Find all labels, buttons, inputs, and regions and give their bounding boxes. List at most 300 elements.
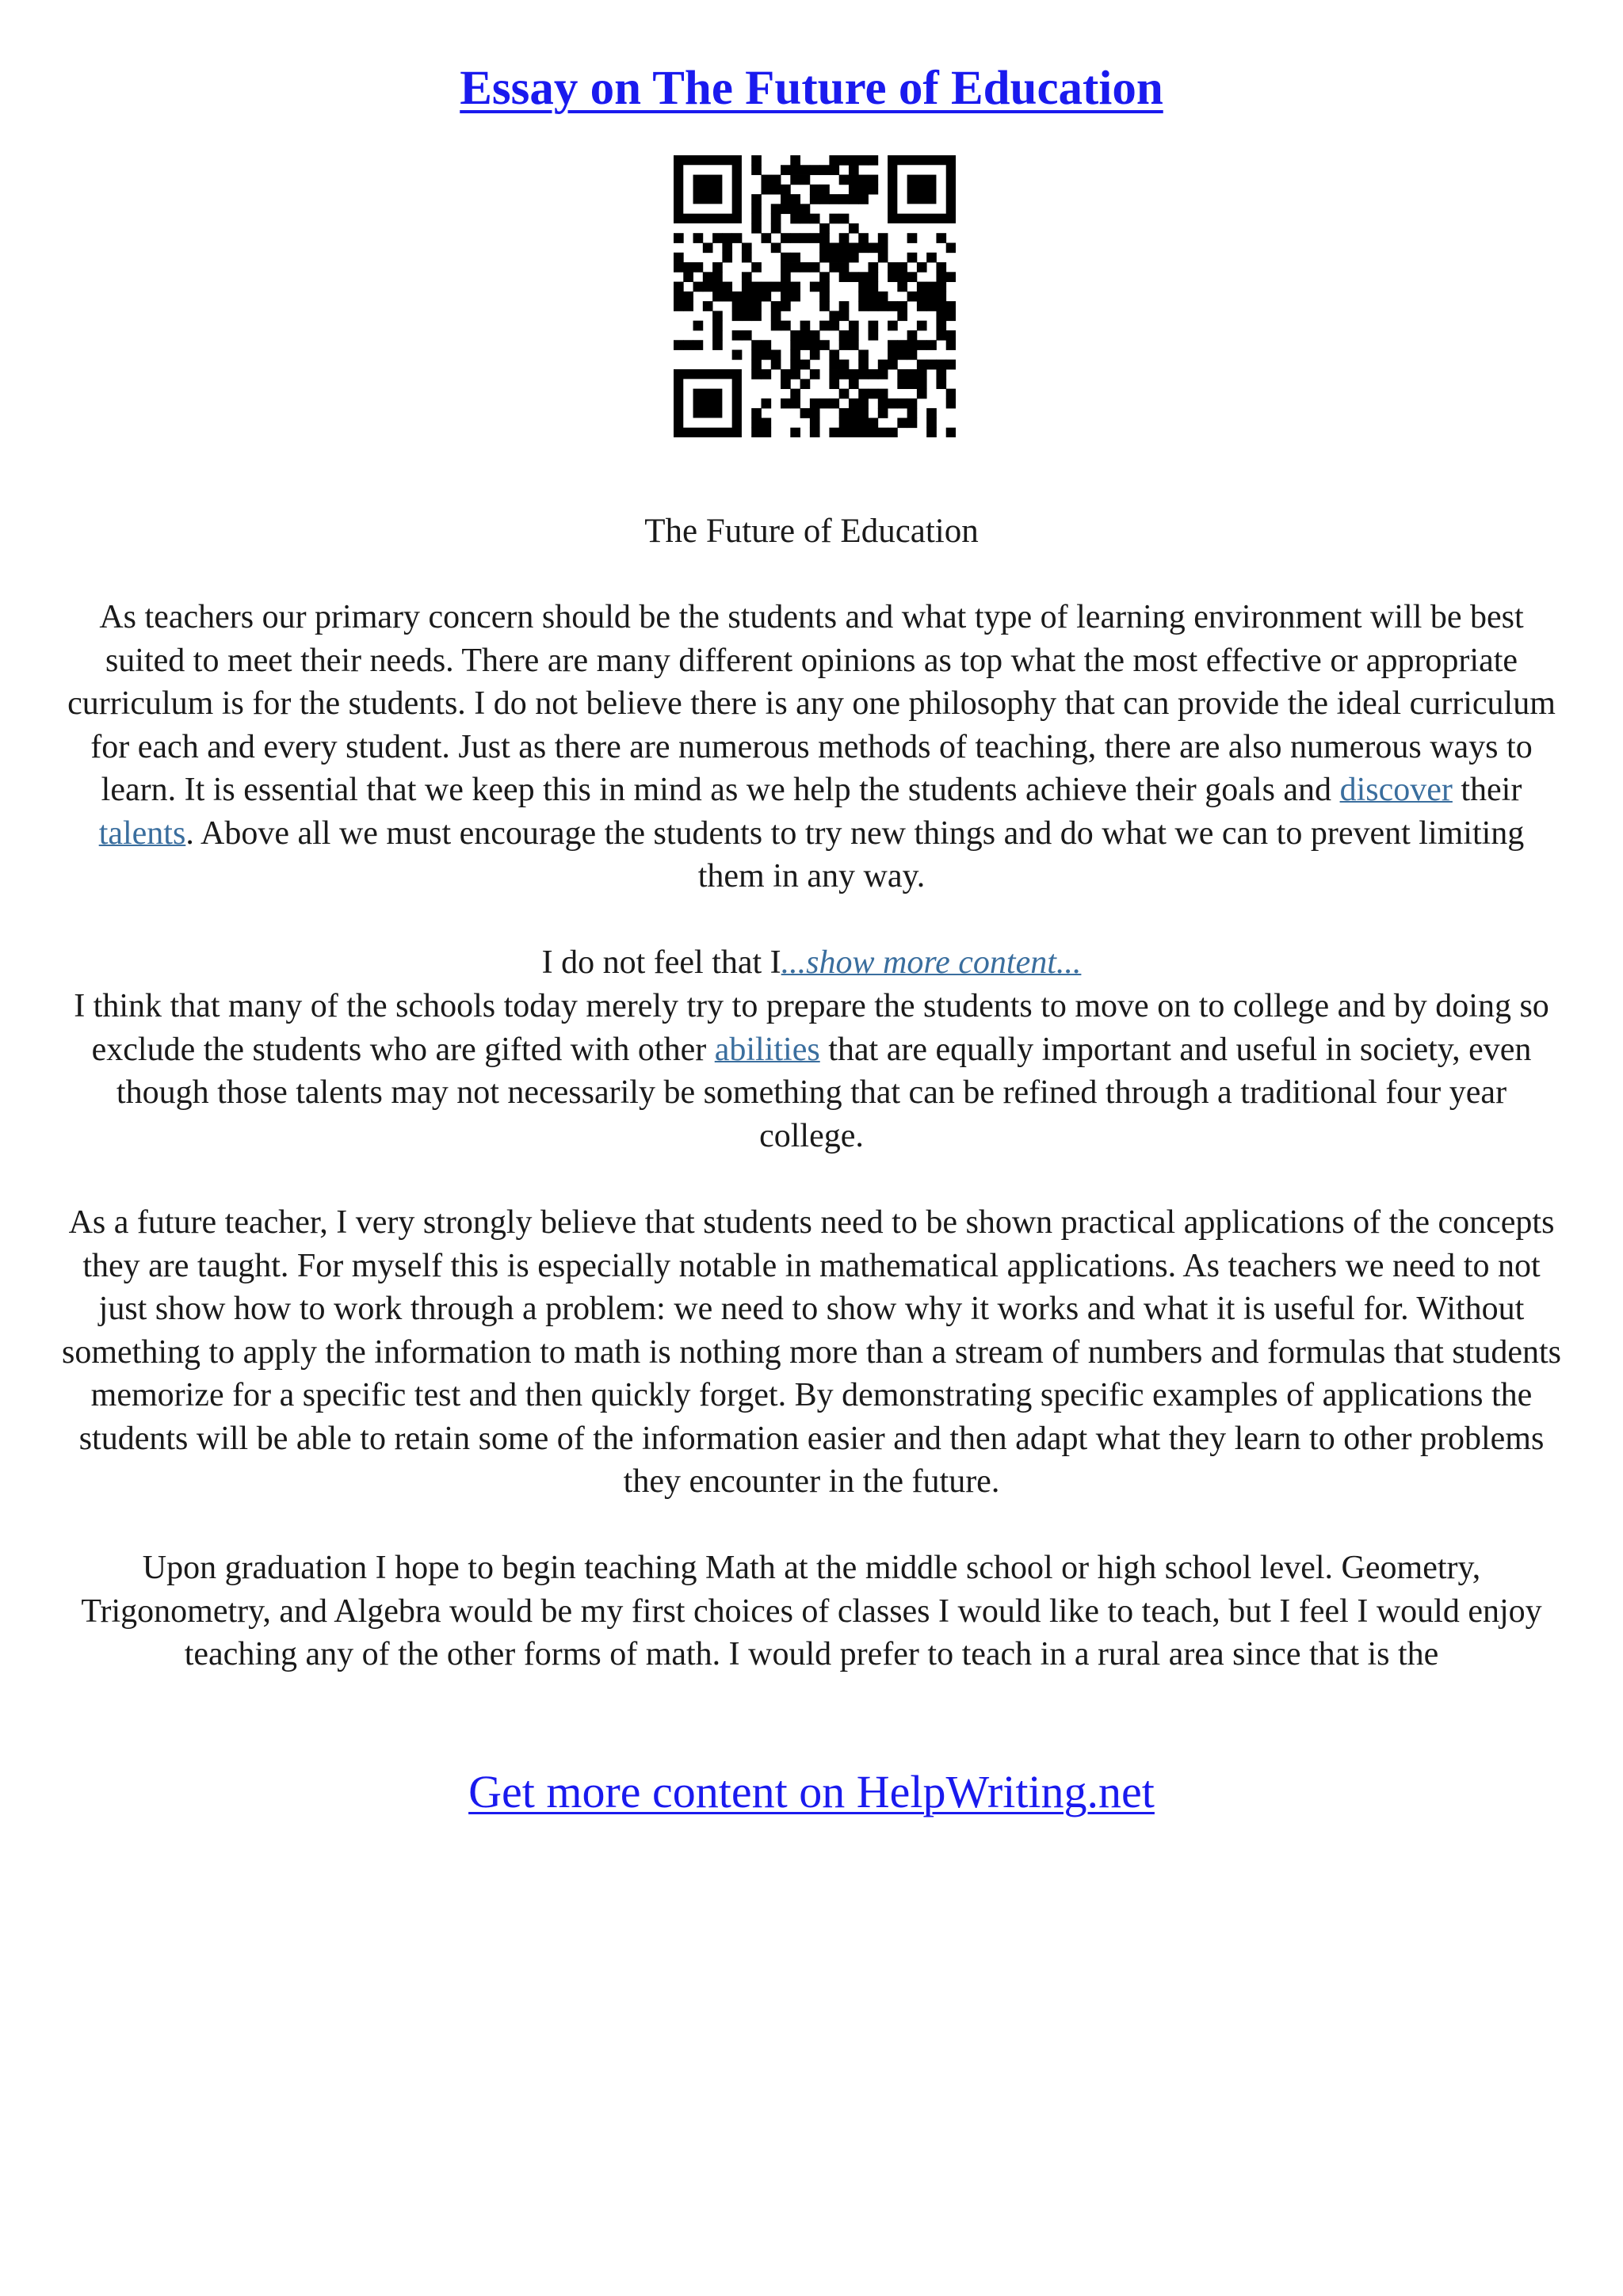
qr-module [888, 340, 898, 350]
paragraph-4 [62, 1547, 1561, 1676]
qr-module [869, 418, 879, 428]
qr-module [897, 369, 907, 379]
qr-module [858, 360, 869, 370]
qr-module [751, 428, 762, 437]
document-title-container [0, 57, 1623, 120]
qr-module [839, 369, 850, 379]
qr-module [800, 340, 811, 350]
qr-module [819, 194, 830, 204]
qr-module [907, 233, 918, 243]
qr-module [829, 379, 839, 389]
qr-module [751, 418, 762, 428]
qr-module [742, 282, 752, 292]
qr-module [742, 242, 752, 253]
essay-subtitle: The Future of Education [644, 513, 979, 550]
qr-module [674, 340, 684, 350]
qr-module [936, 292, 946, 302]
qr-module [781, 194, 791, 204]
qr-module [790, 369, 800, 379]
qr-module [907, 379, 918, 389]
qr-module [800, 233, 811, 243]
qr-module [946, 428, 956, 437]
qr-module [781, 185, 791, 195]
qr-module [858, 185, 869, 195]
qr-module [946, 360, 956, 370]
qr-module [946, 272, 956, 282]
paragraph-3-text: As a future teacher, I very strongly believe that students need to be shown practical applications of the concepts they are taught. For myself this is especially notable in mathematical applications. As teachers we need to not just show how to work through a problem: we need to show why it works and what it is useful for. Without something to apply the information to math is nothing more than a stream of numbers and formulas that students memorize for a specific test and then quickly forget. By demonstrating specific examples of applications the students will be able to retain some of the information easier and then adapt what they learn to other problems they encounter in the future. [62, 1204, 1561, 1500]
qr-module [703, 242, 713, 253]
qr-module [829, 155, 839, 166]
qr-module [732, 233, 743, 243]
qr-module [800, 204, 811, 214]
qr-module [888, 350, 898, 360]
qr-module [722, 282, 732, 292]
qr-code [674, 155, 956, 437]
qr-module [869, 428, 879, 437]
qr-module [839, 253, 850, 263]
qr-module [849, 185, 859, 195]
qr-module [732, 311, 743, 321]
qr-module [790, 292, 800, 302]
show-more-link[interactable]: ...show more content... [781, 944, 1082, 981]
qr-module [771, 223, 781, 234]
qr-module [878, 292, 888, 302]
qr-module [858, 350, 869, 360]
qr-module [819, 253, 830, 263]
qr-module [781, 282, 791, 292]
qr-module [674, 233, 684, 243]
qr-module [829, 253, 839, 263]
qr-module [839, 330, 850, 341]
qr-module [722, 242, 732, 253]
qr-module [742, 311, 752, 321]
qr-module [781, 301, 791, 311]
teaser-line [62, 941, 1561, 985]
qr-module [829, 321, 839, 331]
qr-module [800, 330, 811, 341]
qr-module [722, 253, 732, 263]
qr-module [878, 360, 888, 370]
qr-module [674, 282, 684, 292]
qr-module [869, 282, 879, 292]
paragraph-1-text-b: their [1452, 772, 1522, 808]
qr-module [742, 272, 752, 282]
qr-module [751, 360, 762, 370]
qr-module [712, 282, 723, 292]
qr-module [878, 369, 888, 379]
qr-module [897, 340, 907, 350]
qr-module [703, 301, 713, 311]
qr-module [819, 321, 830, 331]
qr-module [810, 233, 820, 243]
qr-module [878, 253, 888, 263]
qr-module [790, 340, 800, 350]
qr-module [683, 340, 693, 350]
qr-module [897, 418, 907, 428]
paragraph-2-text [62, 985, 1561, 1158]
qr-module [751, 311, 762, 321]
qr-module [907, 350, 918, 360]
qr-module [781, 262, 791, 273]
qr-module [810, 214, 820, 224]
qr-module [878, 389, 888, 399]
paragraph-2-text-a: I think that many of the schools today merely try to prepare the students to move on to college and by doing so exclude the students who are gifted with other [74, 988, 1549, 1068]
qr-module [674, 262, 684, 273]
qr-module [781, 204, 791, 214]
qr-module [936, 330, 946, 341]
qr-module [761, 428, 771, 437]
qr-module [869, 389, 879, 399]
qr-module [819, 223, 830, 234]
qr-module [858, 418, 869, 428]
qr-module [751, 282, 762, 292]
qr-module [869, 155, 879, 166]
qr-module [781, 233, 791, 243]
qr-module [829, 194, 839, 204]
qr-module [946, 330, 956, 341]
qr-module [751, 408, 762, 418]
qr-module [926, 301, 937, 311]
qr-module [858, 428, 869, 437]
qr-module [790, 360, 800, 370]
qr-module [819, 399, 830, 409]
qr-module [839, 428, 850, 437]
qr-module [771, 311, 781, 321]
qr-module [858, 408, 869, 418]
qr-module [849, 242, 859, 253]
qr-module [810, 185, 820, 195]
qr-module [771, 360, 781, 370]
qr-module [703, 282, 713, 292]
qr-module [936, 301, 946, 311]
qr-module [878, 399, 888, 409]
paragraph-4-text: Upon graduation I hope to begin teaching Math at the middle school or high school level. Geometry, Trigonometry, and Algebra would be my first choices of classes I would like to teach, but I feel I would enjoy teaching any of the other forms of math. I would prefer to teach in a rural area since that is the [81, 1550, 1542, 1672]
qr-module [936, 321, 946, 331]
qr-module [722, 292, 732, 302]
qr-module [781, 321, 791, 331]
qr-module [839, 233, 850, 243]
qr-module [790, 175, 800, 185]
paragraph-3 [62, 1201, 1561, 1504]
qr-module [936, 379, 946, 389]
qr-module [888, 301, 898, 311]
qr-module [849, 369, 859, 379]
qr-module [926, 360, 937, 370]
qr-module [732, 350, 743, 360]
qr-module [839, 155, 850, 166]
qr-module [888, 262, 898, 273]
qr-module [790, 282, 800, 292]
qr-module [761, 369, 771, 379]
qr-module [869, 242, 879, 253]
document-title-link[interactable]: Essay on The Future of Education [460, 62, 1163, 115]
qr-module [800, 321, 811, 331]
qr-module [751, 194, 762, 204]
qr-module [869, 292, 879, 302]
qr-module [869, 272, 879, 282]
qr-module [683, 272, 693, 282]
qr-module [761, 175, 771, 185]
qr-module [790, 389, 800, 399]
qr-module [839, 262, 850, 273]
qr-module [839, 301, 850, 311]
qr-module [810, 282, 820, 292]
qr-module [829, 428, 839, 437]
qr-module [742, 301, 752, 311]
qr-module [829, 242, 839, 253]
discover-link[interactable]: discover [1339, 772, 1453, 808]
qr-module [790, 155, 800, 166]
qr-module [683, 292, 693, 302]
get-more-content-link[interactable]: Get more content on HelpWriting.net [468, 1766, 1155, 1817]
qr-module [839, 418, 850, 428]
qr-module [751, 350, 762, 360]
qr-module [926, 282, 937, 292]
qr-module [849, 253, 859, 263]
qr-module [761, 418, 771, 428]
qr-module [839, 272, 850, 282]
qr-module [819, 292, 830, 302]
qr-module [849, 330, 859, 341]
qr-module [693, 262, 704, 273]
qr-module [849, 428, 859, 437]
qr-module [858, 155, 869, 166]
qr-module [810, 262, 820, 273]
qr-module [771, 185, 781, 195]
qr-module [869, 330, 879, 341]
qr-module [936, 282, 946, 292]
qr-module [751, 301, 762, 311]
qr-module [742, 330, 752, 341]
qr-module [917, 389, 927, 399]
qr-module [742, 292, 752, 302]
qr-module [693, 340, 704, 350]
qr-module [674, 301, 684, 311]
qr-module [839, 175, 850, 185]
qr-module [829, 369, 839, 379]
qr-module [858, 301, 869, 311]
qr-module [897, 262, 907, 273]
qr-module [946, 389, 956, 399]
qr-module [897, 301, 907, 311]
qr-module [907, 418, 918, 428]
qr-module [869, 369, 879, 379]
qr-module [869, 321, 879, 331]
qr-module [869, 185, 879, 195]
qr-module [897, 311, 907, 321]
qr-module [761, 292, 771, 302]
qr-module [810, 165, 820, 175]
qr-module [790, 253, 800, 263]
qr-module [839, 194, 850, 204]
qr-module [829, 360, 839, 370]
qr-module [751, 223, 762, 234]
qr-module [917, 360, 927, 370]
qr-module [790, 330, 800, 341]
qr-module [907, 272, 918, 282]
qr-module [781, 369, 791, 379]
teaser-text: I do not feel that I [541, 944, 781, 981]
qr-module [771, 282, 781, 292]
qr-module [829, 165, 839, 175]
qr-module [926, 340, 937, 350]
qr-module [790, 262, 800, 273]
qr-module [839, 340, 850, 350]
qr-module [839, 389, 850, 399]
qr-finder-inner [907, 175, 937, 204]
qr-module [839, 242, 850, 253]
qr-module [761, 233, 771, 243]
qr-module [849, 408, 859, 418]
qr-module [732, 330, 743, 341]
qr-module [878, 242, 888, 253]
qr-module [849, 399, 859, 409]
qr-module [897, 399, 907, 409]
qr-module [917, 321, 927, 331]
paragraph-2 [62, 985, 1561, 1158]
qr-code-graphic [674, 155, 956, 437]
qr-module [917, 262, 927, 273]
qr-module [712, 330, 723, 341]
qr-module [849, 165, 859, 175]
qr-module [888, 428, 898, 437]
qr-module [849, 272, 859, 282]
qr-module [907, 292, 918, 302]
qr-module [858, 389, 869, 399]
qr-module [839, 311, 850, 321]
qr-module [819, 242, 830, 253]
qr-finder-inner [693, 389, 723, 418]
qr-module [936, 360, 946, 370]
paragraph-1-text [62, 596, 1561, 898]
qr-module [800, 214, 811, 224]
qr-module [761, 340, 771, 350]
qr-module [897, 272, 907, 282]
qr-module [869, 301, 879, 311]
qr-module [732, 301, 743, 311]
qr-module [693, 233, 704, 243]
qr-module [946, 311, 956, 321]
qr-module [858, 272, 869, 282]
paragraph-1-text-c: . Above all we must encourage the students to try new things and do what we can to prevent limiting them in any way. [185, 814, 1525, 894]
abilities-link[interactable]: abilities [714, 1031, 820, 1068]
paragraph-2-text-b: that are equally important and useful in society, even though those talents may not necessarily be something that can be refined through a traditional four year college. [116, 1031, 1532, 1154]
qr-module [849, 340, 859, 350]
qr-module [917, 292, 927, 302]
qr-module [858, 242, 869, 253]
qr-module [712, 272, 723, 282]
qr-module [819, 301, 830, 311]
qr-module [946, 242, 956, 253]
qr-module [907, 340, 918, 350]
qr-module [907, 369, 918, 379]
qr-module [819, 340, 830, 350]
paragraph-1-text-a: As teachers our primary concern should be the students and what type of learning environment will be best suited to meet their needs. There are many different opinions as top what the most effective or appropriate curriculum is for the students. I do not believe there is any one philosophy that can provide the ideal curriculum for each and every student. Just as there are numerous methods of teaching, there are also numerous ways to learn. It is essential that we keep this in mind as we help the students achieve their goals and [67, 599, 1556, 808]
qr-module [771, 321, 781, 331]
qr-module [858, 194, 869, 204]
qr-module [888, 360, 898, 370]
qr-module [869, 262, 879, 273]
qr-module [907, 330, 918, 341]
qr-module [751, 204, 762, 214]
qr-module [878, 408, 888, 418]
qr-module [712, 311, 723, 321]
qr-module [936, 311, 946, 321]
qr-module [790, 399, 800, 409]
qr-module [819, 282, 830, 292]
qr-module [849, 175, 859, 185]
qr-module [781, 379, 791, 389]
qr-module [878, 233, 888, 243]
qr-module [926, 292, 937, 302]
qr-module [926, 418, 937, 428]
talents-link[interactable]: talents [98, 814, 186, 852]
qr-module [869, 175, 879, 185]
qr-module [849, 321, 859, 331]
qr-module [800, 262, 811, 273]
qr-module [683, 301, 693, 311]
qr-module [819, 165, 830, 175]
qr-module [810, 350, 820, 360]
qr-module [771, 301, 781, 311]
qr-module [674, 292, 684, 302]
qr-module [790, 233, 800, 243]
qr-module [781, 253, 791, 263]
qr-module [849, 155, 859, 166]
qr-module [936, 272, 946, 282]
qr-module [761, 282, 771, 292]
qr-module [790, 165, 800, 175]
qr-module [829, 350, 839, 360]
qr-module [781, 165, 791, 175]
qr-module [712, 340, 723, 350]
qr-module [858, 282, 869, 292]
qr-module [751, 165, 762, 175]
qr-module [693, 321, 704, 331]
qr-module [946, 340, 956, 350]
qr-module [751, 214, 762, 224]
qr-module [800, 360, 811, 370]
qr-module [722, 233, 732, 243]
qr-module [819, 233, 830, 243]
qr-module [907, 253, 918, 263]
qr-module [790, 428, 800, 437]
qr-module [907, 408, 918, 418]
qr-module [917, 369, 927, 379]
qr-module [897, 282, 907, 292]
qr-module [810, 399, 820, 409]
qr-module [849, 379, 859, 389]
qr-module [810, 194, 820, 204]
qr-module [790, 194, 800, 204]
qr-module [790, 214, 800, 224]
qr-module [878, 428, 888, 437]
qr-module [703, 272, 713, 282]
qr-module [858, 175, 869, 185]
qr-module [849, 194, 859, 204]
qr-module [800, 165, 811, 175]
qr-module [781, 292, 791, 302]
footer [0, 1760, 1623, 1824]
qr-module [897, 379, 907, 389]
qr-module [771, 350, 781, 360]
qr-module [800, 379, 811, 389]
qr-module [683, 262, 693, 273]
qr-module [858, 399, 869, 409]
qr-module [907, 399, 918, 409]
qr-module [732, 292, 743, 302]
qr-module [936, 369, 946, 379]
